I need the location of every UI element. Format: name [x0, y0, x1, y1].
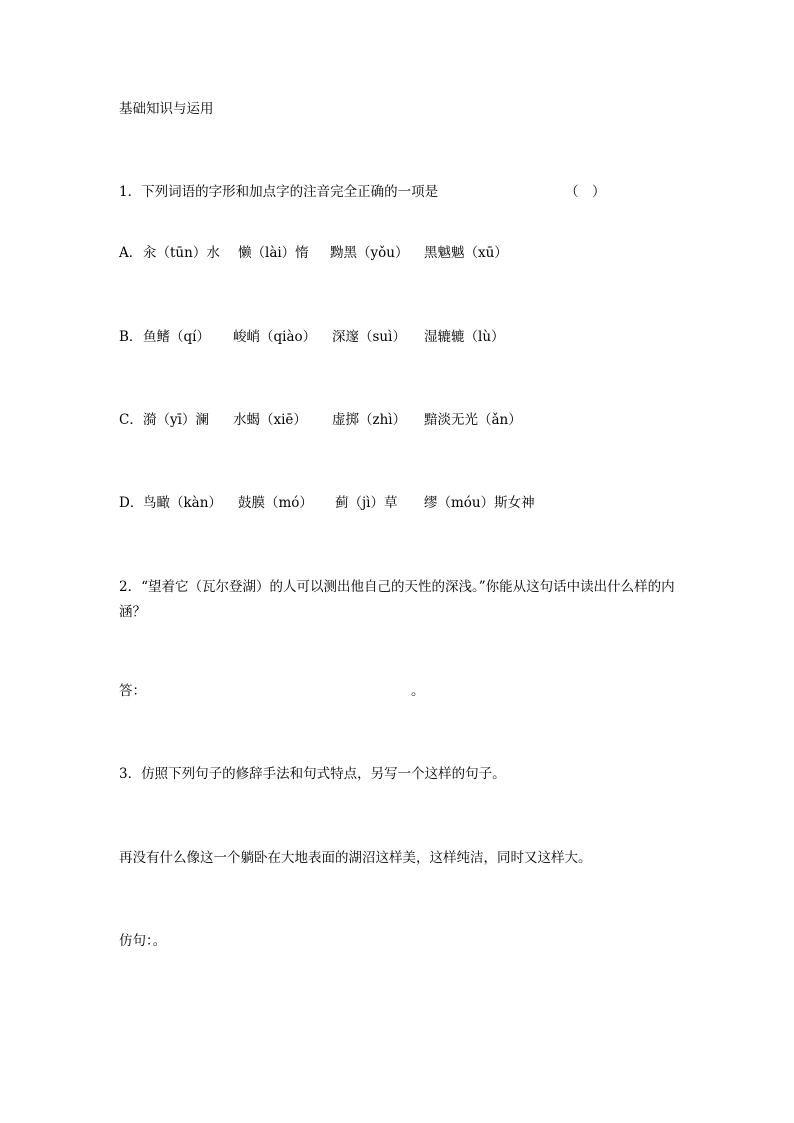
answer-end: 。: [411, 683, 425, 699]
answer-line: [119, 683, 439, 699]
question-3-stem: 3．仿照下列句子的修辞手法和句式特点，另写一个这样的句子。: [119, 766, 506, 782]
option-item: 黑魆魆（xū）: [424, 245, 508, 261]
option-item: 蓟（jì）草: [335, 495, 398, 511]
option-item: 黝黑（yǒu）: [330, 245, 409, 261]
imitation-end: 。: [152, 933, 167, 949]
option-item: 鼓膜（mó）: [238, 495, 313, 511]
option-item: 水蝎（xiē）: [233, 412, 307, 428]
imitation-label: 仿句：: [119, 933, 153, 949]
option-item: 鸟瞰（kàn）: [143, 495, 222, 511]
question-2-stem: 2．“望着它（瓦尔登湖）的人可以测出他自己的天性的深浅。”你能从这句话中读出什么样的内涵？: [119, 579, 675, 620]
option-label: B．: [119, 329, 143, 345]
option-item: 黯淡无光（ǎn）: [424, 412, 522, 428]
option-item: 漪（yī）澜: [143, 412, 209, 428]
question-1: [119, 184, 679, 200]
option-item: 湿辘辘（lù）: [424, 329, 505, 345]
option-item: 懒（lài）惰: [238, 245, 309, 261]
option-item: 汆（tūn）水: [143, 245, 220, 261]
answer-label: 答：: [119, 683, 146, 699]
option-label: C．: [119, 412, 143, 428]
option-label: D．: [119, 495, 144, 511]
section-title: 基础知识与运用: [119, 101, 214, 117]
option-item: 鱼鳍（qí）: [143, 329, 210, 345]
option-item: 虚掷（zhì）: [332, 412, 407, 428]
example-sentence: 再没有什么像这一个躺卧在大地表面的湖沼这样美，这样纯洁，同时又这样大。: [119, 850, 592, 866]
imitation-line: [119, 933, 166, 949]
option-item: 深邃（suì）: [332, 329, 406, 345]
question-1-stem: 1．下列词语的字形和加点字的注音完全正确的一项是: [119, 184, 439, 200]
option-label: A．: [119, 245, 143, 261]
answer-parens: （ ）: [565, 184, 606, 200]
option-item: 峻峭（qiào）: [233, 329, 317, 345]
option-item: 缪（móu）斯女神: [424, 495, 535, 511]
